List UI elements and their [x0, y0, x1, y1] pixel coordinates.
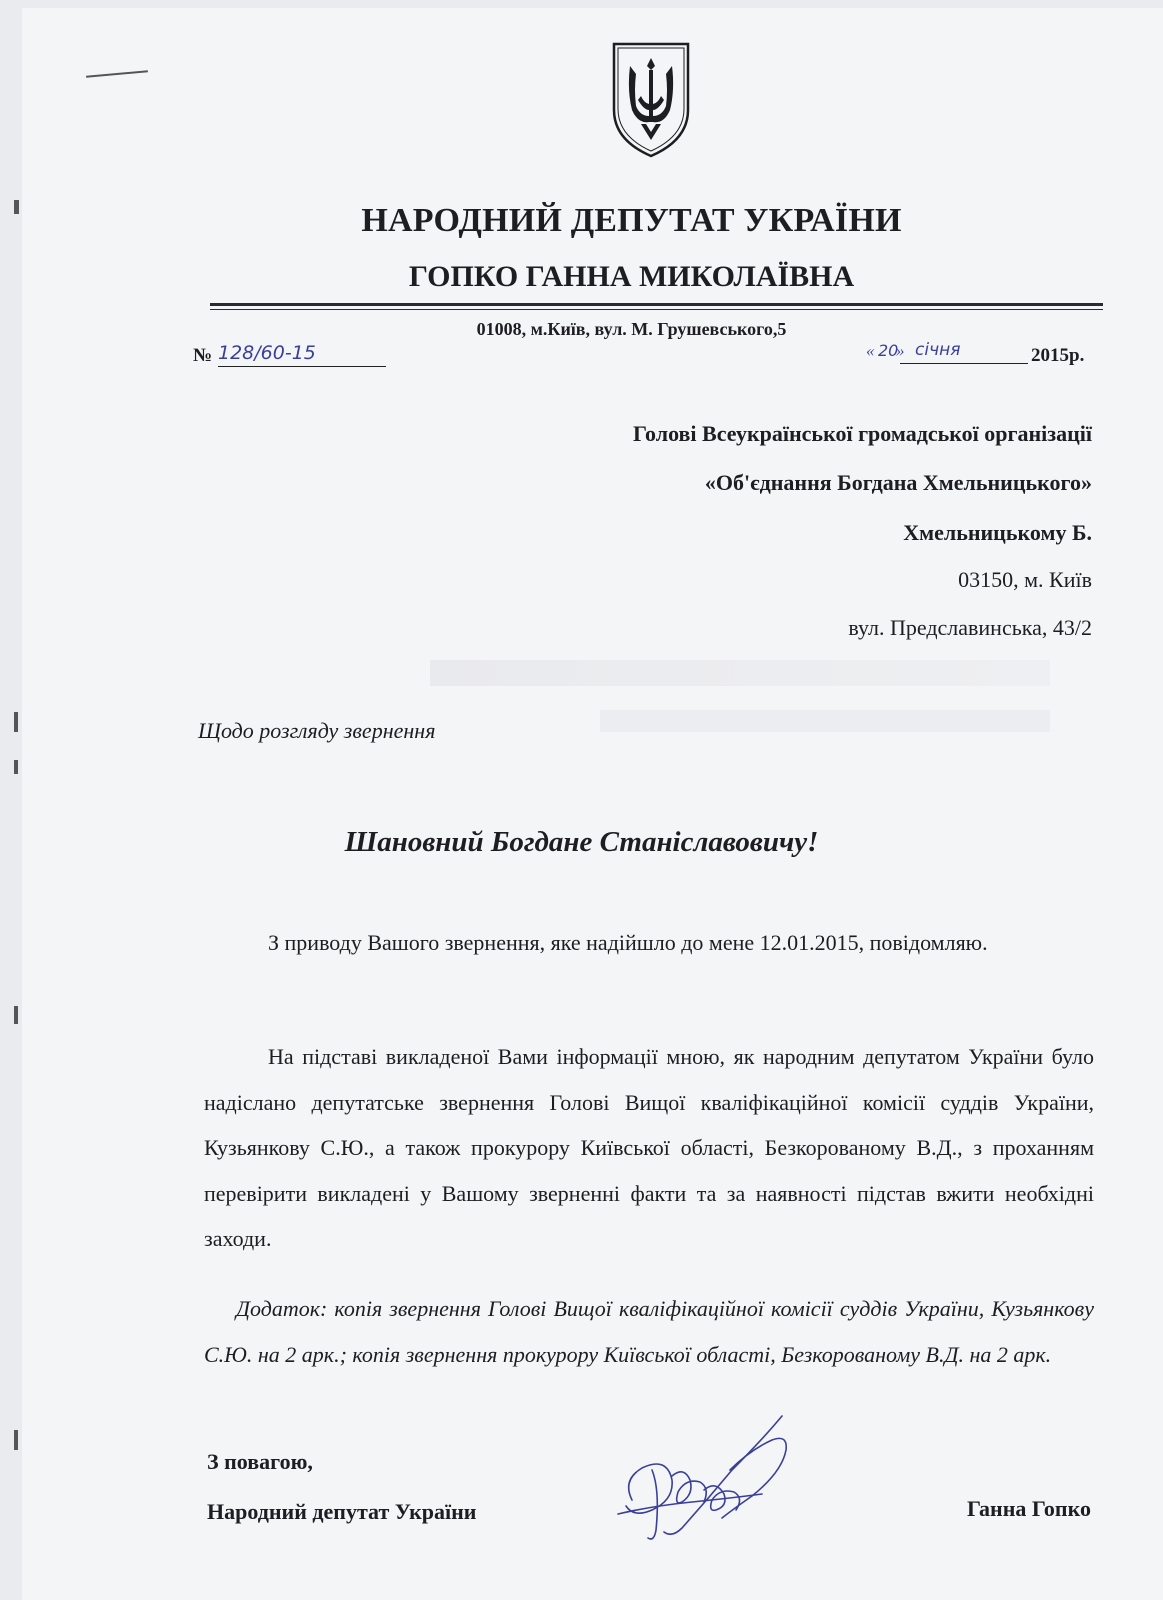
date-year: 2015р.: [1031, 345, 1085, 366]
signatory-name: Ганна Гопко: [966, 1496, 1091, 1521]
binding-mark: [14, 1430, 18, 1450]
salutation: Шановний Богдане Станіславовичу!: [344, 826, 819, 858]
registration-number-value: 128/60-15: [218, 342, 316, 364]
closing-regards: З повагою,: [207, 1449, 313, 1474]
header-divider-thin: [210, 309, 1103, 310]
body-paragraph-1: З приводу Вашого звернення, яке надійшло до мене 12.01.2015, повідомляю.: [268, 930, 988, 955]
date-month: січня: [915, 340, 961, 360]
deputy-name-header: ГОПКО ГАННА МИКОЛАЇВНА: [408, 260, 855, 293]
signatory-title: Народний депутат України: [207, 1499, 477, 1524]
recipient-line-3: Хмельницькому Б.: [903, 520, 1092, 545]
binding-mark: [14, 712, 18, 732]
show-through-artifact: [430, 660, 1050, 686]
handwritten-signature: [612, 1410, 812, 1550]
recipient-line-5: вул. Предславинська, 43/2: [848, 615, 1092, 640]
binding-mark: [14, 760, 18, 774]
coat-of-arms-trident-icon: [608, 40, 694, 160]
date-underline: [900, 363, 1028, 364]
recipient-line-4: 03150, м. Київ: [958, 567, 1092, 592]
body-paragraph-2: На підставі викладеної Вами інформації мною, як народним депутатом України було надіслано депутатське звернення Голові Вищої кваліфікаційної комісії суддів України, Кузьянкову С.Ю., а також прокурору Київської області, Безкорованому В.Д., з проханням перевірити викладені у Вашому зверненні факти та за наявності підстав вжити необхідні заходи.: [204, 1044, 1094, 1251]
show-through-artifact: [600, 710, 1050, 732]
header-divider-thick: [210, 303, 1103, 306]
attachment-note: Додаток: копія звернення Голові Вищої кваліфікаційної комісії суддів України, Кузьянкову С.Ю. на 2 арк.; копія звернення прокурору Київської області, Безкорованому В.Д. на 2 арк.: [204, 1296, 1094, 1367]
date-open-quote: «: [866, 341, 875, 360]
document-header-title: НАРОДНИЙ ДЕПУТАТ УКРАЇНИ: [361, 202, 902, 239]
recipient-line-2: «Об'єднання Богдана Хмельницького»: [704, 470, 1092, 495]
letter-subject: Щодо розгляду звернення: [198, 718, 436, 743]
date-day: 20: [878, 341, 899, 360]
sender-address: 01008, м.Київ, вул. М. Грушевського,5: [476, 319, 787, 339]
registration-number-label: №: [193, 345, 213, 366]
recipient-line-1: Голові Всеукраїнської громадської організації: [632, 421, 1092, 446]
registration-number-underline: [218, 366, 386, 367]
date-close-quote: »: [896, 341, 905, 360]
binding-mark: [14, 1006, 18, 1024]
